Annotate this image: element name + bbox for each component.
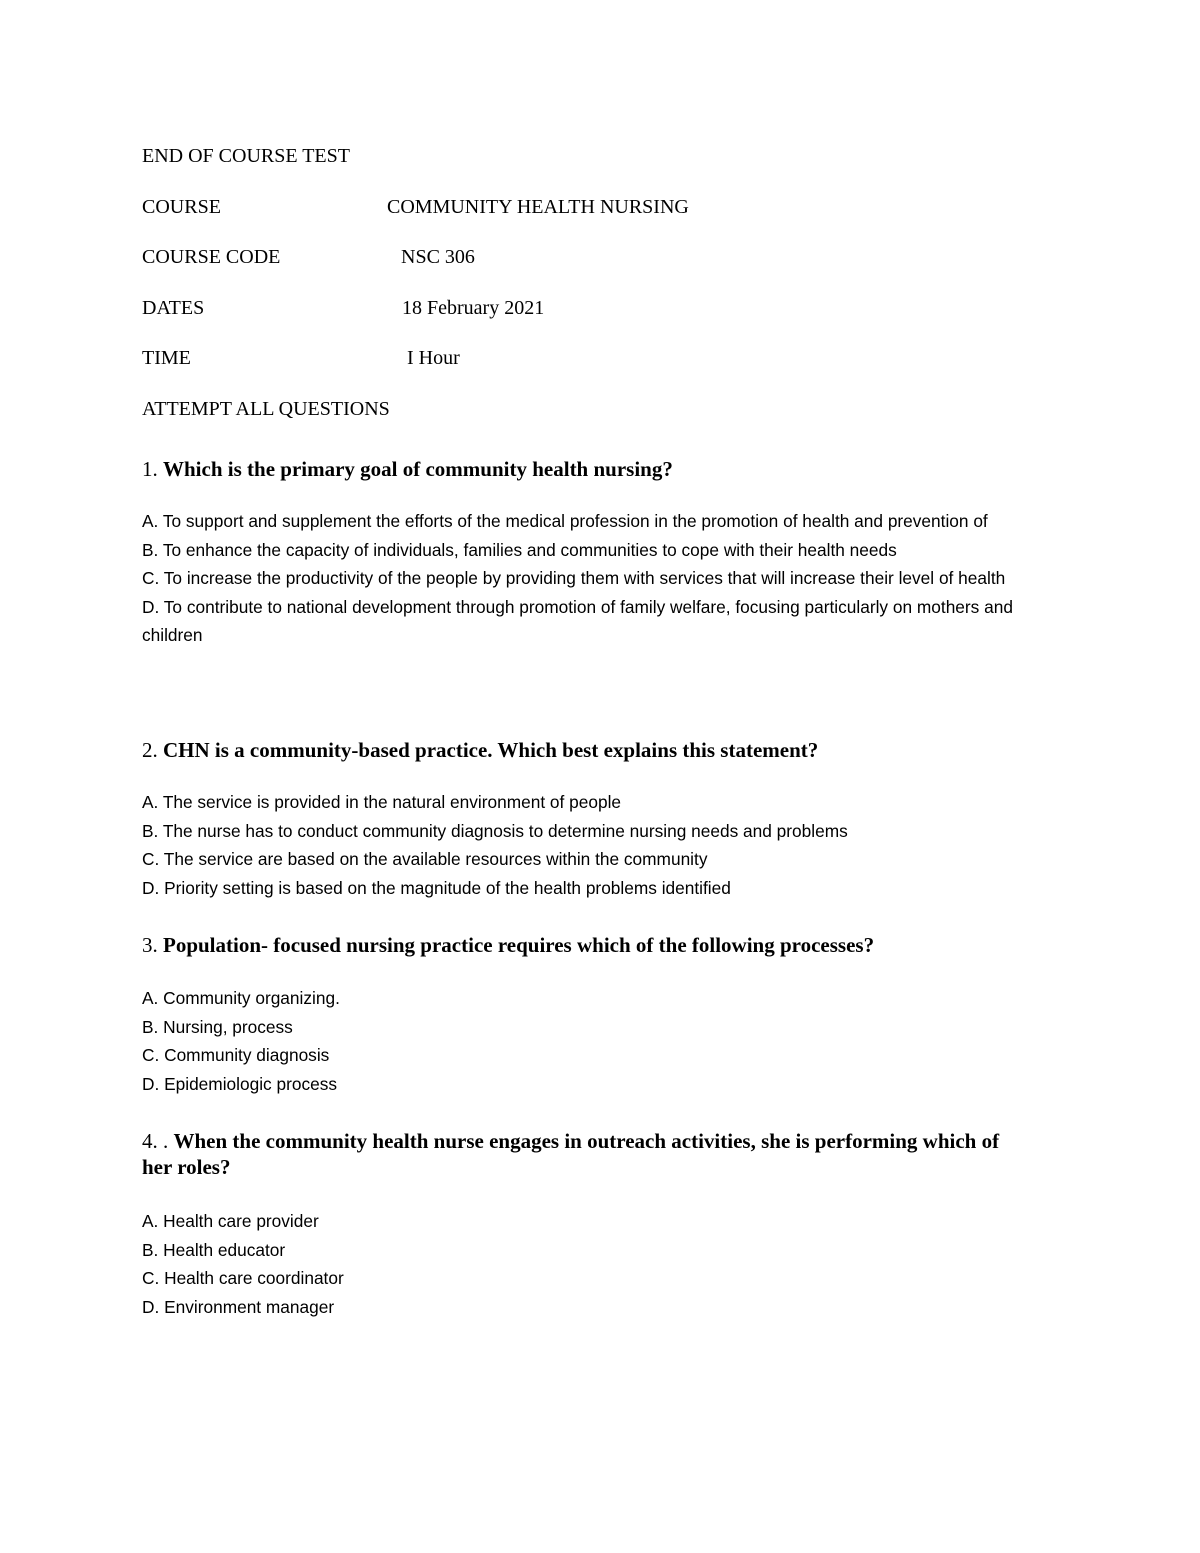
question-text: Which is the primary goal of community health nursing? — [163, 457, 673, 481]
question-text: CHN is a community-based practice. Which best explains this statement? — [163, 738, 819, 762]
question-text: Population- focused nursing practice requires which of the following processes? — [163, 933, 875, 957]
option-letter: B. — [142, 539, 159, 560]
document-title: END OF COURSE TEST — [142, 145, 350, 167]
option-d — [142, 874, 1057, 903]
option-text: Priority setting is based on the magnitude of the health problems identified — [164, 877, 731, 898]
option-a — [142, 984, 1057, 1013]
question-4-options — [142, 1207, 1057, 1321]
option-text: Nursing, process — [163, 1016, 293, 1037]
option-d — [142, 593, 1057, 650]
question-3 — [142, 932, 1042, 958]
option-text: Health educator — [163, 1239, 286, 1260]
option-text: The service is provided in the natural environment of people — [162, 792, 622, 812]
option-text: The service are based on the available resources within the community — [163, 849, 708, 869]
option-c — [142, 1041, 1057, 1070]
question-4 — [142, 1128, 1022, 1180]
option-c — [142, 1264, 1057, 1293]
option-a — [142, 507, 1057, 536]
question-number: 3. — [142, 933, 158, 957]
course-value: COMMUNITY HEALTH NURSING — [387, 196, 689, 218]
option-letter: C. — [142, 849, 160, 869]
question-2-options — [142, 788, 1057, 902]
option-text: To contribute to national development through promotion of family welfare, focusing particularly on mothers and children — [142, 596, 1013, 645]
question-3-options — [142, 984, 1057, 1098]
option-text: Environment manager — [164, 1296, 335, 1317]
option-letter: A. — [142, 511, 159, 531]
question-number: 2. — [142, 738, 158, 762]
option-letter: D. — [142, 596, 160, 617]
question-number: 1. — [142, 457, 158, 481]
option-letter: A. — [142, 1211, 159, 1231]
option-b — [142, 817, 1057, 846]
option-d — [142, 1293, 1057, 1322]
option-text: Epidemiologic process — [164, 1073, 337, 1094]
option-letter: B. — [142, 1016, 159, 1037]
option-c — [142, 845, 1057, 874]
option-text: Community organizing. — [163, 988, 340, 1008]
option-text: To increase the productivity of the people by providing them with services that will increase their level of health — [163, 568, 1006, 588]
instruction-text: ATTEMPT ALL QUESTIONS — [142, 398, 390, 420]
course-label: COURSE — [142, 196, 221, 218]
question-text: When the community health nurse engages in outreach activities, she is performing which of her roles? — [142, 1129, 1000, 1179]
option-a — [142, 788, 1057, 817]
question-2 — [142, 737, 1042, 763]
question-number: 4. . — [142, 1129, 169, 1153]
option-letter: D. — [142, 877, 160, 898]
option-text: To support and supplement the efforts of the medical profession in the promotion of health and prevention of — [162, 511, 988, 531]
option-letter: A. — [142, 988, 159, 1008]
time-label: TIME — [142, 347, 191, 369]
option-letter: D. — [142, 1073, 160, 1094]
dates-value: 18 February 2021 — [402, 297, 545, 319]
option-letter: B. — [142, 1239, 159, 1260]
option-letter: D. — [142, 1296, 160, 1317]
option-letter: C. — [142, 568, 160, 588]
course-code-label: COURSE CODE — [142, 246, 281, 268]
option-text: Community diagnosis — [164, 1045, 330, 1065]
course-code-value: NSC 306 — [401, 246, 475, 268]
dates-label: DATES — [142, 297, 205, 319]
option-d — [142, 1070, 1057, 1099]
option-b — [142, 1013, 1057, 1042]
time-value: I Hour — [407, 347, 460, 369]
option-text: To enhance the capacity of individuals, families and communities to cope with their health needs — [162, 539, 897, 560]
question-1-options — [142, 507, 1057, 650]
option-letter: A. — [142, 792, 159, 812]
option-text: The nurse has to conduct community diagnosis to determine nursing needs and problems — [162, 820, 848, 841]
option-b — [142, 1236, 1057, 1265]
question-1 — [142, 456, 1042, 482]
option-letter: B. — [142, 820, 159, 841]
option-letter: C. — [142, 1045, 160, 1065]
option-text: Health care provider — [163, 1211, 319, 1231]
option-c — [142, 564, 1057, 593]
option-a — [142, 1207, 1057, 1236]
option-b — [142, 536, 1057, 565]
option-letter: C. — [142, 1268, 160, 1288]
option-text: Health care coordinator — [164, 1268, 344, 1288]
